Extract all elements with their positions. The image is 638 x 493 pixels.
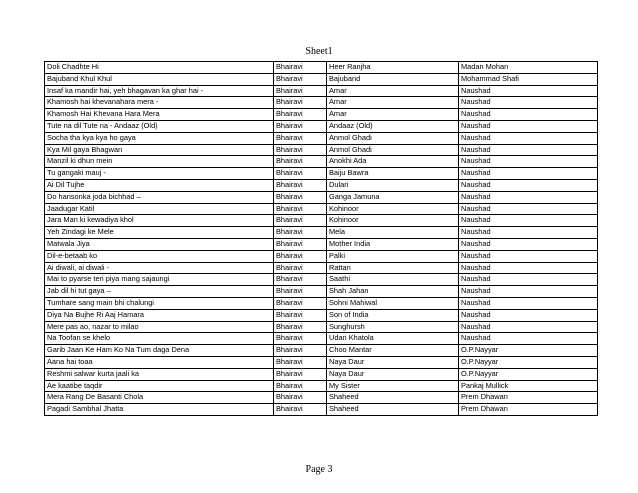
raag-cell[interactable]: Bhairavi <box>274 109 327 121</box>
film-cell[interactable]: Udan Khatola <box>327 333 459 345</box>
table-row <box>45 73 598 85</box>
film-cell[interactable]: Naya Daur <box>327 368 459 380</box>
film-cell[interactable]: Andaaz (Old) <box>327 120 459 132</box>
composer-cell[interactable]: Naushad <box>459 250 598 262</box>
film-cell[interactable]: Kohinoor <box>327 215 459 227</box>
raag-cell[interactable]: Bhairavi <box>274 156 327 168</box>
raag-cell[interactable]: Bhairavi <box>274 368 327 380</box>
composer-cell[interactable]: Naushad <box>459 144 598 156</box>
film-cell[interactable]: Amar <box>327 109 459 121</box>
song-title-cell[interactable]: Jaadugar Katil <box>45 203 274 215</box>
film-cell[interactable]: Baiju Bawra <box>327 168 459 180</box>
song-title-cell[interactable]: Socha tha kya kya ho gaya <box>45 132 274 144</box>
raag-cell[interactable]: Bhairavi <box>274 262 327 274</box>
table-row <box>45 62 598 74</box>
film-cell[interactable]: Anmol Ghadi <box>327 132 459 144</box>
song-title-cell[interactable]: Jara Man ki kewadiya khol <box>45 215 274 227</box>
song-title-cell[interactable]: Ae kaatibe taqdir <box>45 380 274 392</box>
song-title-cell[interactable]: Ai diwali, ai diwali - <box>45 262 274 274</box>
table-row <box>45 262 598 274</box>
film-cell[interactable]: Ganga Jamuna <box>327 191 459 203</box>
composer-cell[interactable]: Naushad <box>459 215 598 227</box>
table-row <box>45 109 598 121</box>
song-title-cell[interactable]: Bajuband Khul Khul <box>45 73 274 85</box>
film-cell[interactable]: Amar <box>327 97 459 109</box>
film-cell[interactable]: Palki <box>327 250 459 262</box>
film-cell[interactable]: Shah Jahan <box>327 286 459 298</box>
raag-cell[interactable]: Bhairavi <box>274 356 327 368</box>
song-title-cell[interactable]: Manzil ki dhun mein <box>45 156 274 168</box>
raag-cell[interactable]: Bhairavi <box>274 132 327 144</box>
song-title-cell[interactable]: Dil-e-betaab ko <box>45 250 274 262</box>
raag-cell[interactable]: Bhairavi <box>274 85 327 97</box>
table-row <box>45 345 598 357</box>
table-row <box>45 238 598 250</box>
song-title-cell[interactable]: Pagadi Sambhal Jhatta <box>45 404 274 416</box>
table-row <box>45 215 598 227</box>
song-title-cell[interactable]: Insaf ka mandir hai, yeh bhagavan ka ghar hai - <box>45 85 274 97</box>
table-row <box>45 309 598 321</box>
composer-cell[interactable]: O.P.Nayyar <box>459 345 598 357</box>
table-row <box>45 380 598 392</box>
table-row <box>45 368 598 380</box>
song-title-cell[interactable]: Matwala Jiya <box>45 238 274 250</box>
raag-cell[interactable]: Bhairavi <box>274 250 327 262</box>
film-cell[interactable]: Dulari <box>327 179 459 191</box>
raag-cell[interactable]: Bhairavi <box>274 392 327 404</box>
composer-cell[interactable]: Mohammad Shafi <box>459 73 598 85</box>
film-cell[interactable]: My Sister <box>327 380 459 392</box>
table-row <box>45 274 598 286</box>
composer-cell[interactable]: Naushad <box>459 333 598 345</box>
song-title-cell[interactable]: Aana hai toaa <box>45 356 274 368</box>
film-cell[interactable]: Amar <box>327 85 459 97</box>
film-cell[interactable]: Naya Daur <box>327 356 459 368</box>
composer-cell[interactable]: Naushad <box>459 85 598 97</box>
song-title-cell[interactable]: Mai to pyarse teri piya mang sajaungi <box>45 274 274 286</box>
table-row <box>45 286 598 298</box>
table-row <box>45 191 598 203</box>
film-cell[interactable]: Saathi <box>327 274 459 286</box>
composer-cell[interactable]: Naushad <box>459 156 598 168</box>
table-row <box>45 97 598 109</box>
table-row <box>45 356 598 368</box>
raag-cell[interactable]: Bhairavi <box>274 321 327 333</box>
song-title-cell[interactable]: Ai Dil Tujhe <box>45 179 274 191</box>
song-title-cell[interactable]: Diya Na Bujhe Ri Aaj Hamara <box>45 309 274 321</box>
composer-cell[interactable]: Naushad <box>459 179 598 191</box>
table-row <box>45 227 598 239</box>
composer-cell[interactable]: Naushad <box>459 297 598 309</box>
table-row <box>45 321 598 333</box>
song-title-cell[interactable]: Mere pas ao, nazar to milao <box>45 321 274 333</box>
composer-cell[interactable]: Naushad <box>459 120 598 132</box>
sheet-title: Sheet1 <box>305 46 333 57</box>
song-title-cell[interactable]: Khamosh Hai Khevana Hara Mera <box>45 109 274 121</box>
song-title-cell[interactable]: Khamosh hai khevanahara mera - <box>45 97 274 109</box>
film-cell[interactable]: Choo Mantar <box>327 345 459 357</box>
film-cell[interactable]: Bajuband <box>327 73 459 85</box>
table-body <box>45 62 598 416</box>
table-row <box>45 179 598 191</box>
song-title-cell[interactable]: Tute na dil Tute na - Andaaz (Old) <box>45 120 274 132</box>
film-cell[interactable]: Anokhi Ada <box>327 156 459 168</box>
raag-cell[interactable]: Bhairavi <box>274 168 327 180</box>
raag-cell[interactable]: Bhairavi <box>274 73 327 85</box>
raag-cell[interactable]: Bhairavi <box>274 274 327 286</box>
film-cell[interactable]: Sohni Mahiwal <box>327 297 459 309</box>
song-title-cell[interactable]: Yeh Zindagi ke Mele <box>45 227 274 239</box>
song-title-cell[interactable]: Garib Jaan Ke Ham Ko Na Tum daga Dena <box>45 345 274 357</box>
film-cell[interactable]: Shaheed <box>327 404 459 416</box>
composer-cell[interactable]: Naushad <box>459 132 598 144</box>
composer-cell[interactable]: Naushad <box>459 191 598 203</box>
raag-cell[interactable]: Bhairavi <box>274 345 327 357</box>
composer-cell[interactable]: Naushad <box>459 321 598 333</box>
composer-cell[interactable]: Madan Mohan <box>459 62 598 74</box>
raag-cell[interactable]: Bhairavi <box>274 97 327 109</box>
composer-cell[interactable]: Naushad <box>459 238 598 250</box>
composer-cell[interactable]: Naushad <box>459 274 598 286</box>
table-row <box>45 156 598 168</box>
composer-cell[interactable]: Naushad <box>459 309 598 321</box>
song-title-cell[interactable]: Tumhare sang main bhi chalungi <box>45 297 274 309</box>
composer-cell[interactable]: Naushad <box>459 262 598 274</box>
song-title-cell[interactable]: Doli Chadhte Hi <box>45 62 274 74</box>
song-title-cell[interactable]: Tu gangaki mauj - <box>45 168 274 180</box>
raag-cell[interactable]: Bhairavi <box>274 191 327 203</box>
raag-cell[interactable]: Bhairavi <box>274 179 327 191</box>
table-row <box>45 132 598 144</box>
film-cell[interactable]: Son of India <box>327 309 459 321</box>
song-title-cell[interactable]: Kya Mil gaya Bhagwan <box>45 144 274 156</box>
table-row <box>45 392 598 404</box>
table-row <box>45 144 598 156</box>
raag-cell[interactable]: Bhairavi <box>274 404 327 416</box>
song-title-cell[interactable]: Mera Rang De Basanti Chola <box>45 392 274 404</box>
raag-cell[interactable]: Bhairavi <box>274 144 327 156</box>
composer-cell[interactable]: Naushad <box>459 97 598 109</box>
film-cell[interactable]: Shaheed <box>327 392 459 404</box>
raag-cell[interactable]: Bhairavi <box>274 238 327 250</box>
raag-cell[interactable]: Bhairavi <box>274 333 327 345</box>
page-footer: Page 3 <box>305 464 333 475</box>
raag-cell[interactable]: Bhairavi <box>274 286 327 298</box>
raag-cell[interactable]: Bhairavi <box>274 227 327 239</box>
raag-cell[interactable]: Bhairavi <box>274 203 327 215</box>
table-row <box>45 203 598 215</box>
composer-cell[interactable]: O.P.Nayyar <box>459 368 598 380</box>
raag-cell[interactable]: Bhairavi <box>274 62 327 74</box>
film-cell[interactable]: Mother India <box>327 238 459 250</box>
composer-cell[interactable]: Prem Dhawan <box>459 392 598 404</box>
song-title-cell[interactable]: Reshmi salwar kurta jaali ka <box>45 368 274 380</box>
composer-cell[interactable]: Pankaj Mullick <box>459 380 598 392</box>
table-row <box>45 250 598 262</box>
composer-cell[interactable]: Naushad <box>459 203 598 215</box>
table-row <box>45 404 598 416</box>
table-row <box>45 85 598 97</box>
raag-cell[interactable]: Bhairavi <box>274 297 327 309</box>
table-row <box>45 333 598 345</box>
raag-cell[interactable]: Bhairavi <box>274 380 327 392</box>
composer-cell[interactable]: Naushad <box>459 109 598 121</box>
composer-cell[interactable]: Naushad <box>459 227 598 239</box>
table-row <box>45 120 598 132</box>
composer-cell[interactable]: Naushad <box>459 168 598 180</box>
composer-cell[interactable]: Prem Dhawan <box>459 404 598 416</box>
film-cell[interactable]: Anmol Ghadi <box>327 144 459 156</box>
film-cell[interactable]: Rattan <box>327 262 459 274</box>
film-cell[interactable]: Heer Ranjha <box>327 62 459 74</box>
raag-cell[interactable]: Bhairavi <box>274 120 327 132</box>
song-title-cell[interactable]: Jab dil hi tut gaya – <box>45 286 274 298</box>
film-cell[interactable]: Sunghursh <box>327 321 459 333</box>
song-title-cell[interactable]: Na Toofan se khelo <box>45 333 274 345</box>
table-row <box>45 297 598 309</box>
composer-cell[interactable]: Naushad <box>459 286 598 298</box>
film-cell[interactable]: Kohinoor <box>327 203 459 215</box>
song-title-cell[interactable]: Do hansonka joda bichhad – <box>45 191 274 203</box>
raag-cell[interactable]: Bhairavi <box>274 309 327 321</box>
composer-cell[interactable]: O.P.Nayyar <box>459 356 598 368</box>
film-cell[interactable]: Mela <box>327 227 459 239</box>
raag-cell[interactable]: Bhairavi <box>274 215 327 227</box>
song-table <box>44 61 598 416</box>
table-row <box>45 168 598 180</box>
